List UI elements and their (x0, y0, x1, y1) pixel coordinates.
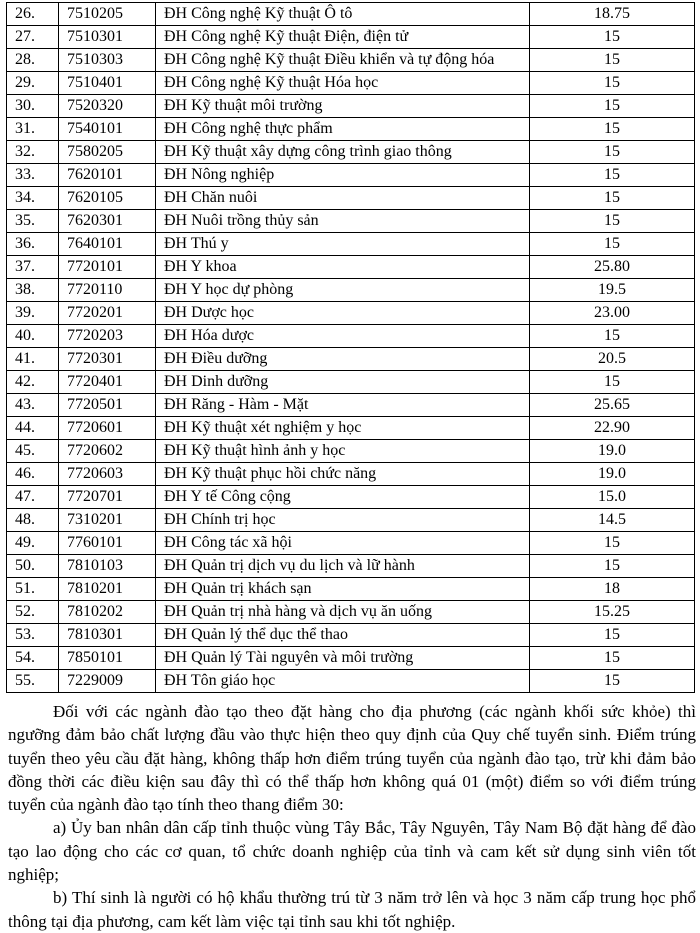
major-code-cell: 7510401 (59, 72, 156, 95)
major-code-cell: 7720501 (59, 394, 156, 417)
row-number-cell: 54. (7, 647, 59, 670)
row-number-cell: 35. (7, 210, 59, 233)
major-code-cell: 7520320 (59, 95, 156, 118)
table-row (7, 256, 695, 279)
major-name-cell: ĐH Chăn nuôi (156, 187, 530, 210)
major-name-cell: ĐH Răng - Hàm - Mặt (156, 394, 530, 417)
major-name-cell: ĐH Công nghệ Kỹ thuật Hóa học (156, 72, 530, 95)
row-number-cell: 48. (7, 509, 59, 532)
table-row (7, 647, 695, 670)
major-code-cell: 7810201 (59, 578, 156, 601)
score-cell: 15 (530, 210, 695, 233)
row-number-cell: 29. (7, 72, 59, 95)
score-cell: 15 (530, 555, 695, 578)
table-row (7, 394, 695, 417)
score-cell: 15 (530, 72, 695, 95)
table-row (7, 371, 695, 394)
score-cell: 23.00 (530, 302, 695, 325)
table-row (7, 463, 695, 486)
table-row (7, 555, 695, 578)
table-row (7, 49, 695, 72)
table-row (7, 440, 695, 463)
major-name-cell: ĐH Kỹ thuật hình ảnh y học (156, 440, 530, 463)
score-cell: 15 (530, 371, 695, 394)
major-code-cell: 7760101 (59, 532, 156, 555)
major-name-cell: ĐH Hóa dược (156, 325, 530, 348)
major-name-cell: ĐH Nông nghiệp (156, 164, 530, 187)
major-name-cell: ĐH Y tế Công cộng (156, 486, 530, 509)
row-number-cell: 45. (7, 440, 59, 463)
major-code-cell: 7620105 (59, 187, 156, 210)
major-name-cell: ĐH Công nghệ Kỹ thuật Ô tô (156, 3, 530, 26)
table-row (7, 141, 695, 164)
table-row (7, 624, 695, 647)
major-name-cell: ĐH Kỹ thuật phục hồi chức năng (156, 463, 530, 486)
major-name-cell: ĐH Kỹ thuật xét nghiệm y học (156, 417, 530, 440)
score-cell: 15 (530, 647, 695, 670)
score-cell: 15 (530, 187, 695, 210)
major-name-cell: ĐH Nuôi trồng thủy sản (156, 210, 530, 233)
major-name-cell: ĐH Quản trị khách sạn (156, 578, 530, 601)
major-code-cell: 7810202 (59, 601, 156, 624)
row-number-cell: 53. (7, 624, 59, 647)
row-number-cell: 30. (7, 95, 59, 118)
major-name-cell: ĐH Chính trị học (156, 509, 530, 532)
table-row (7, 210, 695, 233)
major-code-cell: 7720602 (59, 440, 156, 463)
paragraph-ordering-note: Đối với các ngành đào tạo theo đặt hàng cho địa phương (các ngành khối sức khỏe) thì ngưỡng đảm bảo chất lượng đầu vào thực hiện theo quy định của Quy chế tuyển sinh. Điểm trúng tuyển theo yêu cầu đặt hàng, không thấp hơn điểm trúng tuyển của ngành đào tạo, trừ khi đảm bảo đồng thời các điều kiện sau đây thì có thể thấp hơn không quá 01 (một) điểm so với điểm trúng tuyển của ngành đào tạo tính theo thang điểm 30: (8, 702, 696, 815)
major-code-cell: 7720601 (59, 417, 156, 440)
score-cell: 15 (530, 325, 695, 348)
major-name-cell: ĐH Thú y (156, 233, 530, 256)
row-number-cell: 50. (7, 555, 59, 578)
table-row (7, 302, 695, 325)
row-number-cell: 43. (7, 394, 59, 417)
row-number-cell: 42. (7, 371, 59, 394)
row-number-cell: 39. (7, 302, 59, 325)
major-code-cell: 7720701 (59, 486, 156, 509)
major-name-cell: ĐH Công nghệ Kỹ thuật Điều khiển và tự động hóa (156, 49, 530, 72)
major-name-cell: ĐH Quản lý Tài nguyên và môi trường (156, 647, 530, 670)
table-row (7, 509, 695, 532)
major-name-cell: ĐH Công nghệ Kỹ thuật Điện, điện tử (156, 26, 530, 49)
row-number-cell: 36. (7, 233, 59, 256)
major-code-cell: 7510205 (59, 3, 156, 26)
score-cell: 22.90 (530, 417, 695, 440)
row-number-cell: 55. (7, 670, 59, 693)
table-row (7, 164, 695, 187)
major-code-cell: 7720110 (59, 279, 156, 302)
score-cell: 15 (530, 164, 695, 187)
score-cell: 15 (530, 141, 695, 164)
major-code-cell: 7810301 (59, 624, 156, 647)
major-name-cell: ĐH Kỹ thuật môi trường (156, 95, 530, 118)
major-name-cell: ĐH Công nghệ thực phẩm (156, 118, 530, 141)
major-code-cell: 7720401 (59, 371, 156, 394)
row-number-cell: 26. (7, 3, 59, 26)
row-number-cell: 27. (7, 26, 59, 49)
major-name-cell: ĐH Y khoa (156, 256, 530, 279)
major-code-cell: 7229009 (59, 670, 156, 693)
row-number-cell: 38. (7, 279, 59, 302)
major-name-cell: ĐH Kỹ thuật xây dựng công trình giao thông (156, 141, 530, 164)
major-code-cell: 7850101 (59, 647, 156, 670)
row-number-cell: 46. (7, 463, 59, 486)
paragraph-condition-a: a) Ủy ban nhân dân cấp tỉnh thuộc vùng Tây Bắc, Tây Nguyên, Tây Nam Bộ đặt hàng để đào tạo lao động cho các cơ quan, tổ chức doanh nghiệp của tỉnh và cam kết sử dụng sinh viên tốt nghiệp; (8, 818, 696, 885)
table-row (7, 233, 695, 256)
score-cell: 15 (530, 532, 695, 555)
score-cell: 19.0 (530, 440, 695, 463)
table-row (7, 325, 695, 348)
major-code-cell: 7510301 (59, 26, 156, 49)
score-cell: 15 (530, 26, 695, 49)
table-row (7, 578, 695, 601)
table-row (7, 3, 695, 26)
major-code-cell: 7510303 (59, 49, 156, 72)
table-row (7, 95, 695, 118)
table-row (7, 486, 695, 509)
score-cell: 14.5 (530, 509, 695, 532)
major-name-cell: ĐH Dinh dưỡng (156, 371, 530, 394)
score-cell: 15 (530, 670, 695, 693)
table-body (7, 3, 695, 693)
row-number-cell: 34. (7, 187, 59, 210)
major-code-cell: 7720203 (59, 325, 156, 348)
score-cell: 15 (530, 49, 695, 72)
paragraph-condition-b: b) Thí sinh là người có hộ khẩu thường trú từ 3 năm trở lên và học 3 năm cấp trung học phổ thông tại địa phương, cam kết làm việc tại tỉnh sau khi tốt nghiệp. (8, 888, 696, 931)
table-row (7, 187, 695, 210)
row-number-cell: 52. (7, 601, 59, 624)
major-name-cell: ĐH Quản lý thể dục thể thao (156, 624, 530, 647)
row-number-cell: 33. (7, 164, 59, 187)
table-row (7, 532, 695, 555)
major-code-cell: 7620301 (59, 210, 156, 233)
table-row (7, 417, 695, 440)
table-row (7, 348, 695, 371)
major-code-cell: 7640101 (59, 233, 156, 256)
admission-scores-table (6, 2, 695, 693)
major-code-cell: 7810103 (59, 555, 156, 578)
row-number-cell: 32. (7, 141, 59, 164)
major-code-cell: 7720201 (59, 302, 156, 325)
major-name-cell: ĐH Công tác xã hội (156, 532, 530, 555)
table-row (7, 118, 695, 141)
score-cell: 18.75 (530, 3, 695, 26)
row-number-cell: 28. (7, 49, 59, 72)
row-number-cell: 49. (7, 532, 59, 555)
table-row (7, 26, 695, 49)
major-code-cell: 7540101 (59, 118, 156, 141)
row-number-cell: 31. (7, 118, 59, 141)
score-cell: 15.0 (530, 486, 695, 509)
score-cell: 25.80 (530, 256, 695, 279)
major-name-cell: ĐH Y học dự phòng (156, 279, 530, 302)
row-number-cell: 37. (7, 256, 59, 279)
score-cell: 15 (530, 624, 695, 647)
score-cell: 19.5 (530, 279, 695, 302)
row-number-cell: 41. (7, 348, 59, 371)
major-code-cell: 7580205 (59, 141, 156, 164)
row-number-cell: 51. (7, 578, 59, 601)
major-name-cell: ĐH Quản trị dịch vụ du lịch và lữ hành (156, 555, 530, 578)
major-code-cell: 7720301 (59, 348, 156, 371)
score-cell: 15 (530, 118, 695, 141)
row-number-cell: 47. (7, 486, 59, 509)
body-text (8, 700, 696, 933)
score-cell: 15 (530, 95, 695, 118)
major-code-cell: 7310201 (59, 509, 156, 532)
score-cell: 25.65 (530, 394, 695, 417)
major-name-cell: ĐH Điều dưỡng (156, 348, 530, 371)
row-number-cell: 40. (7, 325, 59, 348)
score-cell: 20.5 (530, 348, 695, 371)
row-number-cell: 44. (7, 417, 59, 440)
score-cell: 15.25 (530, 601, 695, 624)
table-row (7, 72, 695, 95)
table-row (7, 279, 695, 302)
table-row (7, 601, 695, 624)
major-name-cell: ĐH Dược học (156, 302, 530, 325)
major-code-cell: 7620101 (59, 164, 156, 187)
score-cell: 19.0 (530, 463, 695, 486)
major-name-cell: ĐH Quản trị nhà hàng và dịch vụ ăn uống (156, 601, 530, 624)
table-row (7, 670, 695, 693)
score-cell: 15 (530, 233, 695, 256)
score-cell: 18 (530, 578, 695, 601)
major-code-cell: 7720603 (59, 463, 156, 486)
major-code-cell: 7720101 (59, 256, 156, 279)
major-name-cell: ĐH Tôn giáo học (156, 670, 530, 693)
